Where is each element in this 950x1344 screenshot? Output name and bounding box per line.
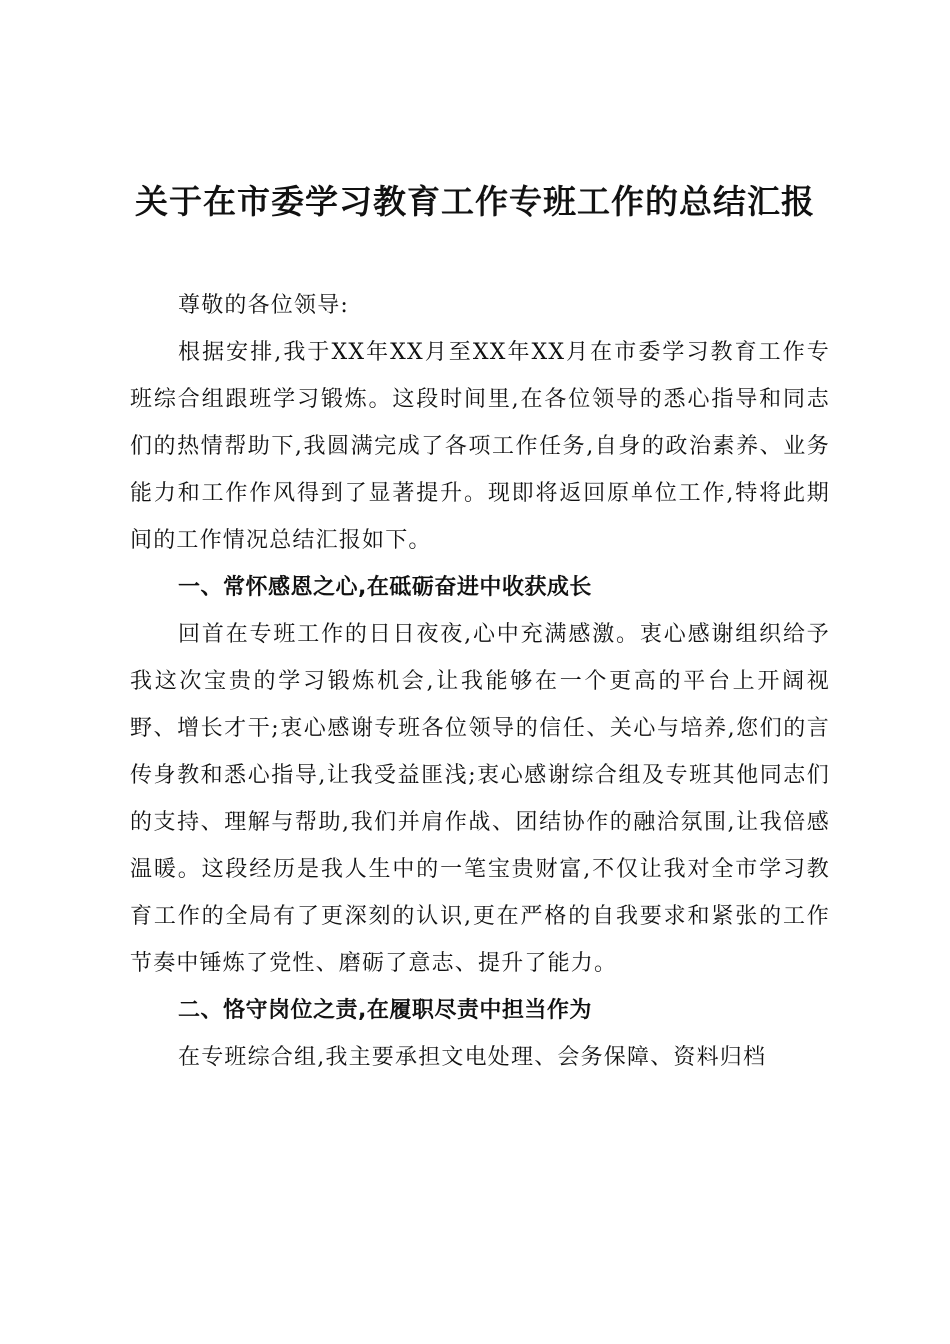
section-heading-2: 二、恪守岗位之责,在履职尽责中担当作为	[178, 998, 592, 1023]
section-heading-1: 一、常怀感恩之心,在砥砺奋进中收获成长	[178, 575, 592, 600]
document-title: 关于在市委学习教育工作专班工作的总结汇报	[135, 182, 815, 221]
section-body-2: 在专班综合组,我主要承担文电处理、会务保障、资料归档	[178, 1045, 767, 1070]
document-body	[130, 282, 830, 1081]
intro-paragraph: 根据安排,我于XX年XX月至XX年XX月在市委学习教育工作专班综合组跟班学习锻炼。这段时间里,在各位领导的悉心指导和同志们的热情帮助下,我圆满完成了各项工作任务,自身的政治素养、业务能力和工作作风得到了显著提升。现即将返回原单位工作,特将此期间的工作情况总结汇报如下。	[130, 340, 830, 553]
section-body-1: 回首在专班工作的日日夜夜,心中充满感激。衷心感谢组织给予我这次宝贵的学习锻炼机会,让我能够在一个更高的平台上开阔视野、增长才干;衷心感谢专班各位领导的信任、关心与培养,您们的言传身教和悉心指导,让我受益匪浅;衷心感谢综合组及专班其他同志们的支持、理解与帮助,我们并肩作战、团结协作的融洽氛围,让我倍感温暖。这段经历是我人生中的一笔宝贵财富,不仅让我对全市学习教育工作的全局有了更深刻的认识,更在严格的自我要求和紧张的工作节奏中锤炼了党性、磨砺了意志、提升了能力。	[130, 622, 830, 976]
salutation: 尊敬的各位领导:	[178, 293, 350, 318]
